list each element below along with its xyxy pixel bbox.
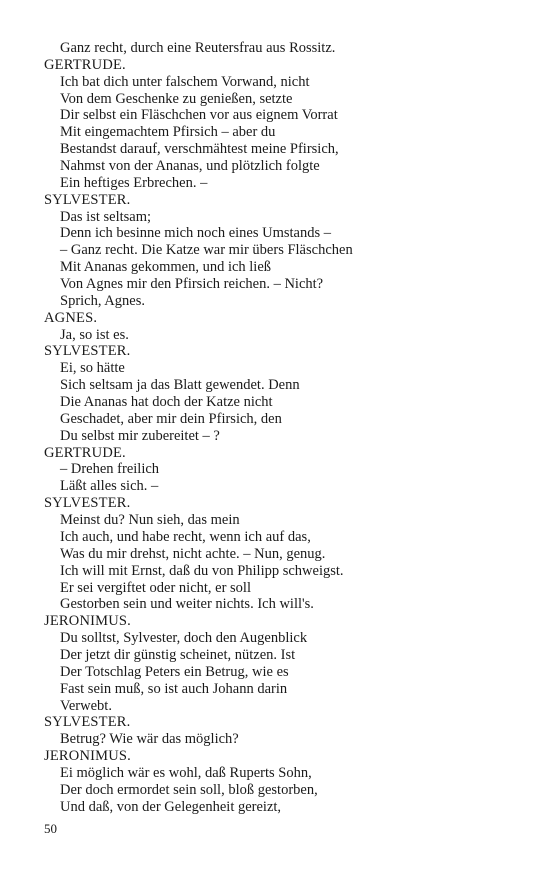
verse-line: Ich auch, und habe recht, wenn ich auf das, bbox=[60, 528, 311, 545]
verse-line: Er sei vergiftet oder nicht, er soll bbox=[60, 579, 251, 596]
verse-line: Der Totschlag Peters ein Betrug, wie es bbox=[60, 663, 289, 680]
verse-line: Fast sein muß, so ist auch Johann darin bbox=[60, 680, 288, 697]
speaker-name: SYLVESTER. bbox=[44, 343, 131, 360]
speaker-name: AGNES. bbox=[44, 309, 98, 326]
speaker-name: GERTRUDE. bbox=[44, 444, 126, 461]
verse-line: Was du mir drehst, nicht achte. – Nun, genug. bbox=[60, 545, 326, 562]
verse-line: Meinst du? Nun sieh, das mein bbox=[60, 512, 240, 529]
verse-line: Ein heftiges Erbrechen. – bbox=[60, 174, 208, 191]
verse-line: Läßt alles sich. – bbox=[60, 478, 159, 495]
speaker-name: JERONIMUS. bbox=[44, 613, 131, 630]
speaker-name: SYLVESTER. bbox=[44, 495, 131, 512]
verse-line: Ja, so ist es. bbox=[60, 326, 129, 343]
verse-line: Ei, so hätte bbox=[60, 360, 125, 377]
verse-line: Ei möglich wär es wohl, daß Ruperts Sohn, bbox=[60, 764, 312, 781]
verse-line: Gestorben sein und weiter nichts. Ich will's. bbox=[60, 596, 314, 613]
verse-line: Bestandst darauf, verschmähtest meine Pfirsich, bbox=[60, 141, 339, 158]
verse-line: Mit Ananas gekommen, und ich ließ bbox=[60, 259, 272, 276]
verse-line: Betrug? Wie wär das möglich? bbox=[60, 731, 239, 748]
play-text bbox=[44, 40, 514, 816]
verse-line: Der doch ermordet sein soll, bloß gestorben, bbox=[60, 781, 318, 798]
speaker-name: SYLVESTER. bbox=[44, 714, 131, 731]
verse-line: Nahmst von der Ananas, und plötzlich folgte bbox=[60, 158, 320, 175]
verse-line: Geschadet, aber mir dein Pfirsich, den bbox=[60, 410, 282, 427]
speaker-name: GERTRUDE. bbox=[44, 56, 126, 73]
verse-line: Ich will mit Ernst, daß du von Philipp schweigst. bbox=[60, 562, 344, 579]
page-number: 50 bbox=[44, 821, 57, 836]
verse-line: Du solltst, Sylvester, doch den Augenblick bbox=[60, 630, 308, 647]
verse-line: Sich seltsam ja das Blatt gewendet. Denn bbox=[60, 377, 300, 394]
speaker-name: SYLVESTER. bbox=[44, 191, 131, 208]
verse-line: Du selbst mir zubereitet – ? bbox=[60, 427, 220, 444]
verse-line: Dir selbst ein Fläschchen vor aus eignem Vorrat bbox=[60, 107, 338, 124]
verse-line: Der jetzt dir günstig scheinet, nützen. Ist bbox=[60, 646, 296, 663]
speaker-name: JERONIMUS. bbox=[44, 748, 131, 765]
verse-line: Sprich, Agnes. bbox=[60, 292, 145, 309]
verse-line: Ganz recht, durch eine Reutersfrau aus Rossitz. bbox=[60, 40, 336, 56]
verse-line: Das ist seltsam; bbox=[60, 208, 152, 225]
verse-line: Denn ich besinne mich noch eines Umstands – bbox=[60, 225, 332, 242]
verse-line: – Drehen freilich bbox=[60, 461, 160, 478]
verse-line: – Ganz recht. Die Katze war mir übers Fläschchen bbox=[60, 242, 353, 259]
verse-line: Von dem Geschenke zu genießen, setzte bbox=[60, 90, 293, 107]
verse-line: Verwebt. bbox=[60, 697, 112, 714]
verse-line: Von Agnes mir den Pfirsich reichen. – Nicht? bbox=[60, 276, 324, 293]
verse-line: Und daß, von der Gelegenheit gereizt, bbox=[60, 798, 282, 815]
verse-line: Mit eingemachtem Pfirsich – aber du bbox=[60, 124, 276, 141]
verse-line: Die Ananas hat doch der Katze nicht bbox=[60, 394, 273, 411]
verse-line: Ich bat dich unter falschem Vorwand, nicht bbox=[60, 73, 310, 90]
